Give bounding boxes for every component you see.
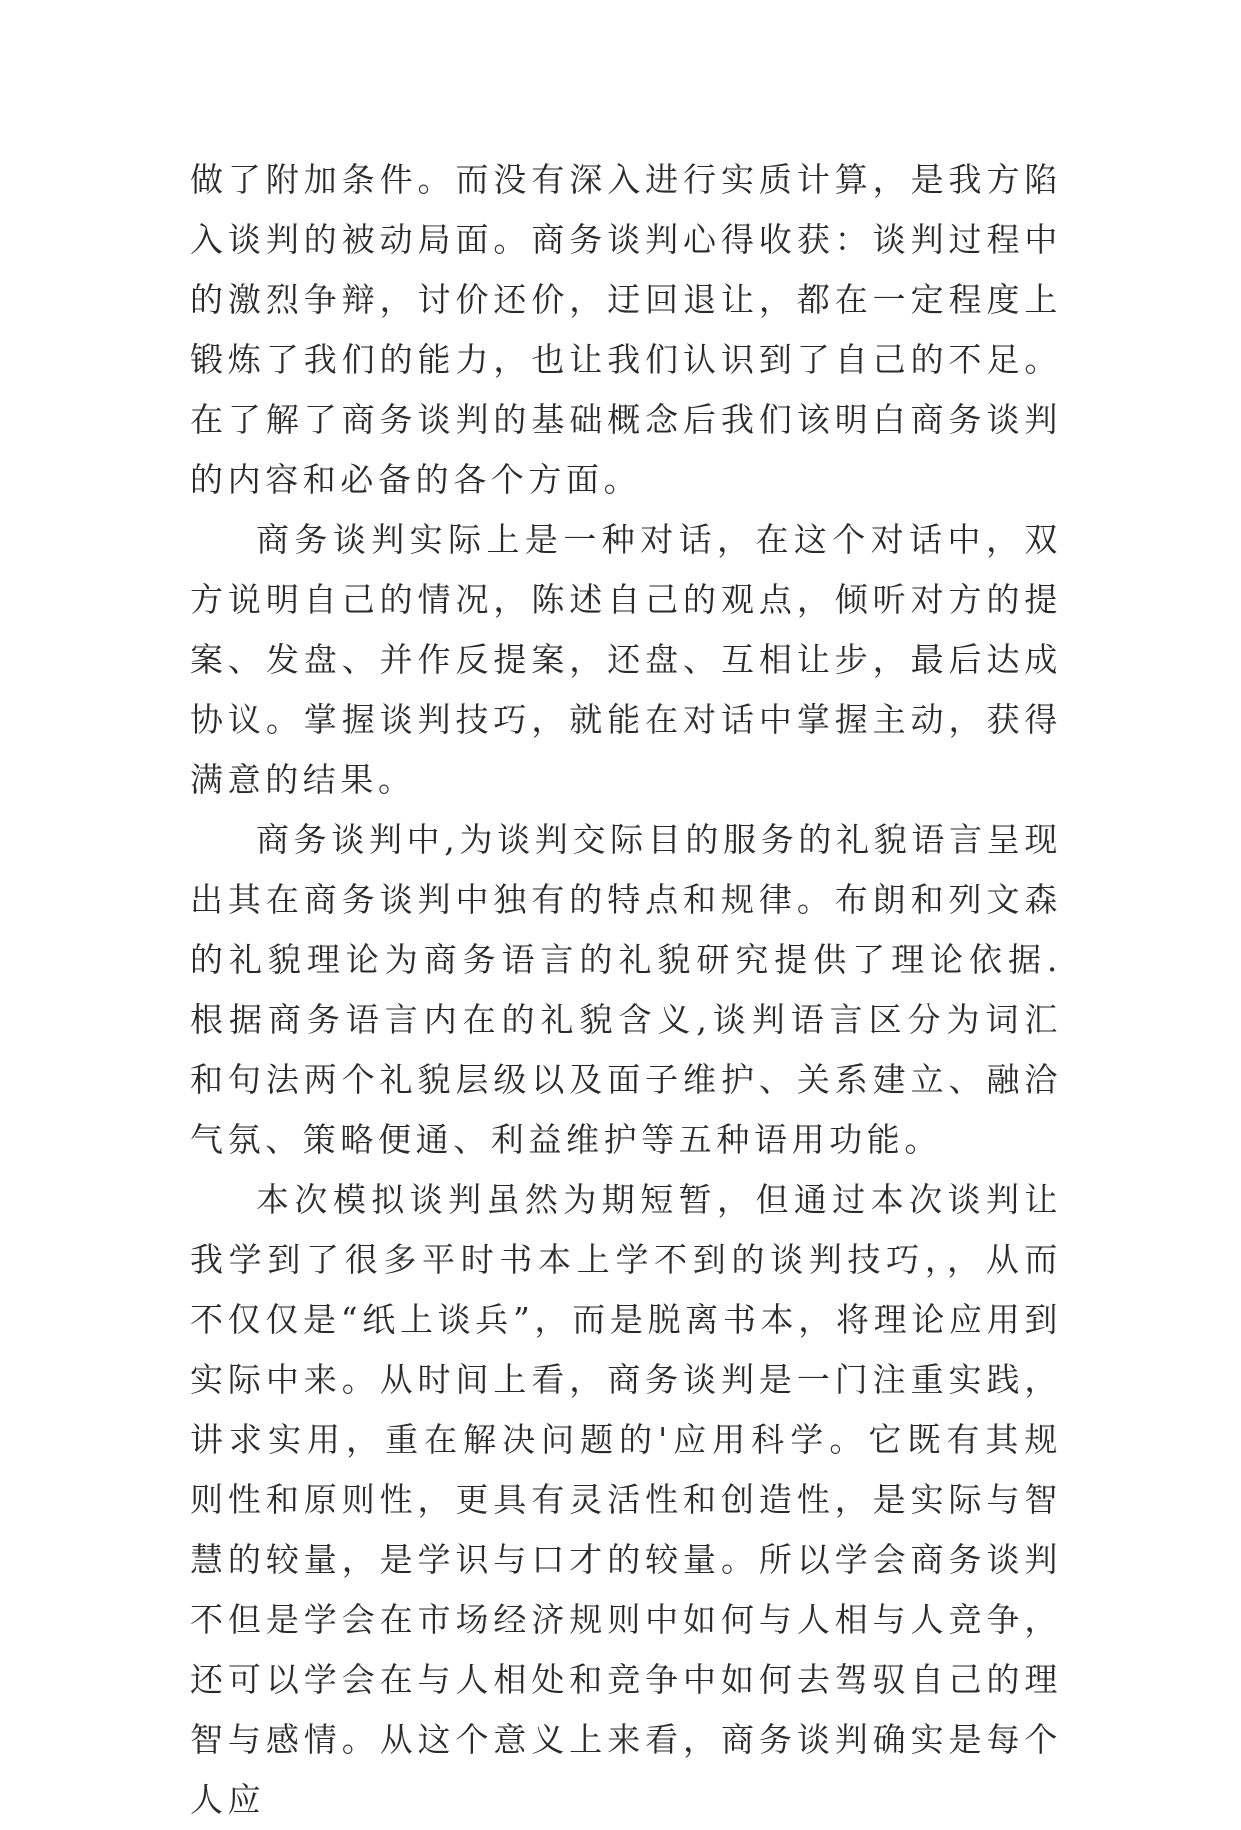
paragraph-2: 商务谈判实际上是一种对话，在这个对话中，双方说明自己的情况，陈述自己的观点，倾听对方的提案、发盘、并作反提案，还盘、互相让步，最后达成协议。掌握谈判技巧，就能在对话中掌握主动，获得满意的结果。 (190, 520, 1062, 799)
paragraph-3: 商务谈判中,为谈判交际目的服务的礼貌语言呈现出其在商务谈判中独有的特点和规律。布朗和列文森的礼貌理论为商务语言的礼貌研究提供了理论依据.根据商务语言内在的礼貌含义,谈判语言区分为词汇和句法两个礼貌层级以及面子维护、关系建立、融洽气氛、策略便通、利益维护等五种语用功能。 (190, 820, 1062, 1159)
document-body (190, 150, 1062, 1830)
paragraph-4: 本次模拟谈判虽然为期短暂，但通过本次谈判让我学到了很多平时书本上学不到的谈判技巧，，从而不仅仅是“纸上谈兵”，而是脱离书本，将理论应用到实际中来。从时间上看，商务谈判是一门注重实践，讲求实用，重在解决问题的'应用科学。它既有其规则性和原则性，更具有灵活性和创造性，是实际与智慧的较量，是学识与口才的较量。所以学会商务谈判不但是学会在市场经济规则中如何与人相与人竞争，还可以学会在与人相处和竞争中如何去驾驭自己的理智与感情。从这个意义上来看，商务谈判确实是每个人应 (190, 1180, 1062, 1819)
paragraph-1: 做了附加条件。而没有深入进行实质计算，是我方陷入谈判的被动局面。商务谈判心得收获：谈判过程中的激烈争辩，讨价还价，迂回退让，都在一定程度上锻炼了我们的能力，也让我们认识到了自己的不足。在了解了商务谈判的基础概念后我们该明白商务谈判的内容和必备的各个方面。 (190, 160, 1062, 499)
